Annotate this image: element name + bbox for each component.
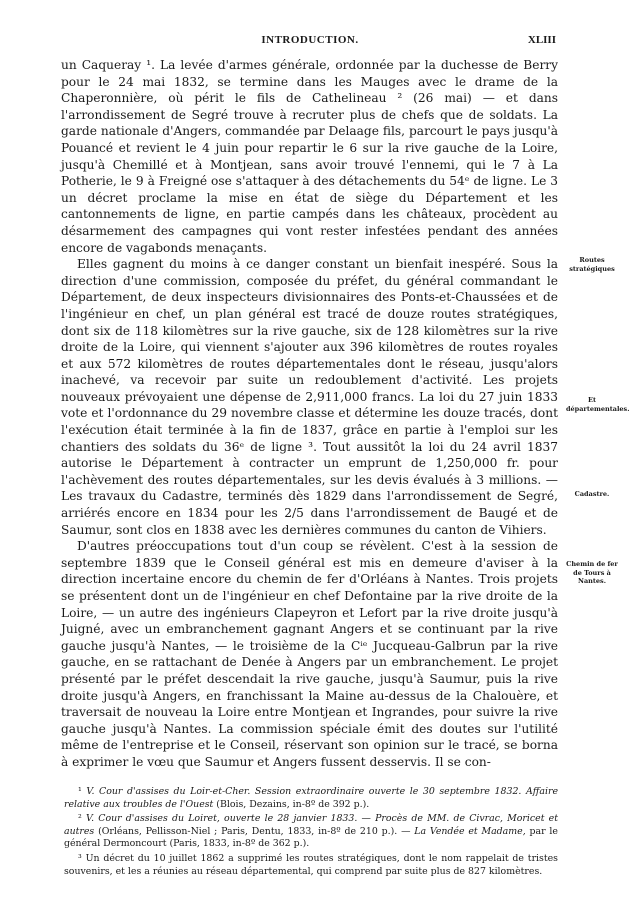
paragraph: Elles gagnent du moins à ce danger constant un bienfait inespéré. Sous la direction d'une commission, composée du préfet, du général commandant le Département, de deux inspecteurs divisionnaires des Ponts-et-Chaussées et de l'ingénieur en chef, un plan général est tracé de douze routes stratégiques, dont six de 118 kilomètres sur la rive gauche, six de 128 kilomètres sur la rive droite de la Loire, qui viennent s'ajouter aux 396 kilomètres de routes royales et aux 572 kilomètres de routes départementales dont le réseau, jusqu'alors inachevé, va recevoir par suite un redoublement d'activité. Les projets nouveaux prévoyaient une dépense de 2,911,000 francs. La loi du 27 juin 1833 vote et l'ordonnance du 29 novembre classe et détermine les douze tracés, dont l'exécution était terminée à la fin de 1837, grâce en partie à l'emploi sur les chantiers des soldats du 36ᵉ de ligne ³. Tout aussitôt la loi du 24 avril 1837 autorise le Département à contracter un emprunt de 1,250,000 fr. pour l'achèvement des routes départementales, sur les devis évalués à 3 millions. — Les travaux du Cadastre, terminés dès 1829 dans l'arrondissement de Segré, arriérés encore en 1834 pour les 2/5 dans l'arrondissement de Baugé et de Saumur, sont clos en 1838 avec les dernières communes du canton de Vihiers. <box>61 257 558 537</box>
footnotes <box>64 786 558 880</box>
footnote-citation: La Vendée et Madame, <box>414 825 526 837</box>
footnote-3 <box>64 853 558 878</box>
footnote-number: ¹ <box>78 786 82 797</box>
page-header <box>60 34 560 50</box>
margin-note-chemin-de-fer: Chemin de fer de Tours à Nantes. <box>566 560 618 585</box>
running-title: INTRODUCTION. <box>261 34 359 46</box>
footnote-1 <box>64 786 558 811</box>
margin-note-departementales: Et départementales. <box>566 396 630 413</box>
footnote-number: ³ <box>78 852 82 864</box>
main-text <box>61 57 558 771</box>
footnote-number: ² <box>78 813 82 825</box>
paragraph: D'autres préoccupations tout d'un coup se révèlent. C'est à la session de septembre 1839 que le Conseil général est mis en demeure d'aviser à la direction incertaine encore du chemin de fer d'Orléans à Nantes. Trois projets se présentent dont un de l'ingénieur en chef Defontaine par la rive droite de la Loire, — un autre des ingénieurs Clapeyron et Lefort par la rive droite jusqu'à Juigné, avec un embranchement gagnant Angers et se continuant par la rive gauche jusqu'à Nantes, — le troisième de la Cⁱᵉ Jucqueau-Galbrun par la rive gauche, en se rattachant de Denée à Angers par un embranchement. Le projet présenté par le préfet descendait la rive gauche, jusqu'à Saumur, puis la rive droite jusqu'à Angers, en franchissant la Maine au-dessus de la Chalouère, et traversait de nouveau la Loire entre Montjean et Ingrandes, pour suivre la rive gauche jusqu'à Nantes. La commission spéciale émit des doutes sur l'utilité même de l'entreprise et le Conseil, réservant son opinion sur le tracé, se borna à exprimer le vœu que Saumur et Angers fussent desservis. Il se con- <box>61 539 558 769</box>
footnote-text: Un décret du 10 juillet 1862 a supprimé les routes stratégiques, dont le nom rappelait de tristes souvenirs, et les a réunies au réseau départemental, qui comprend par suite plus de 827 kilomètres. <box>64 852 558 877</box>
footnote-publication: (Blois, Dezains, in-8º de 392 p.). <box>213 798 370 810</box>
margin-note-routes: Routes stratégiques <box>569 256 615 273</box>
page-number: XLIII <box>527 34 556 46</box>
footnote-publication: (Orléans, Pellisson-Niel ; Paris, Dentu, 1833, in-8º de 210 p.). — <box>94 825 415 837</box>
footnote-publication: par le général Dermoncourt (Paris, 1833, in-8º de 362 p.). <box>64 825 558 850</box>
footnote-citation: V. Cour d'assises du Loir-et-Cher. Session extraordinaire ouverte le 30 septembre 1832. Affaire relative aux troubles de l'Ouest <box>64 786 558 810</box>
paragraph: un Caqueray ¹. La levée d'armes générale, ordonnée par la duchesse de Berry pour le 24 mai 1832, se termine dans les Mauges avec le drame de la Chaperonnière, où périt le fils de Cathelineau ² (26 mai) — et dans l'arrondissement de Segré trouve à recruter plus de chefs que de soldats. La garde nationale d'Angers, commandée par Delaage fils, parcourt le pays jusqu'à Pouancé et revient le 4 juin pour repartir le 6 sur la rive gauche de la Loire, jusqu'à Chemillé et à Montjean, sans avoir trouvé l'ennemi, qui le 7 à La Potherie, le 9 à Freigné ose s'attaquer à des détachements du 54ᵉ de ligne. Le 3 un décret proclame la mise en état de siège du Département et les cantonnements de ligne, en partie campés dans les châteaux, procèdent au désarmement des campagnes qui vont rester infestées pendant des années encore de vagabonds menaçants. <box>61 58 558 255</box>
footnote-citation: V. Cour d'assises du Loiret, ouverte le 28 janvier 1833. — Procès de MM. de Civrac, Moricet et autres <box>64 813 558 837</box>
margin-note-cadastre: Cadastre. <box>574 490 610 498</box>
footnote-2 <box>64 813 558 851</box>
